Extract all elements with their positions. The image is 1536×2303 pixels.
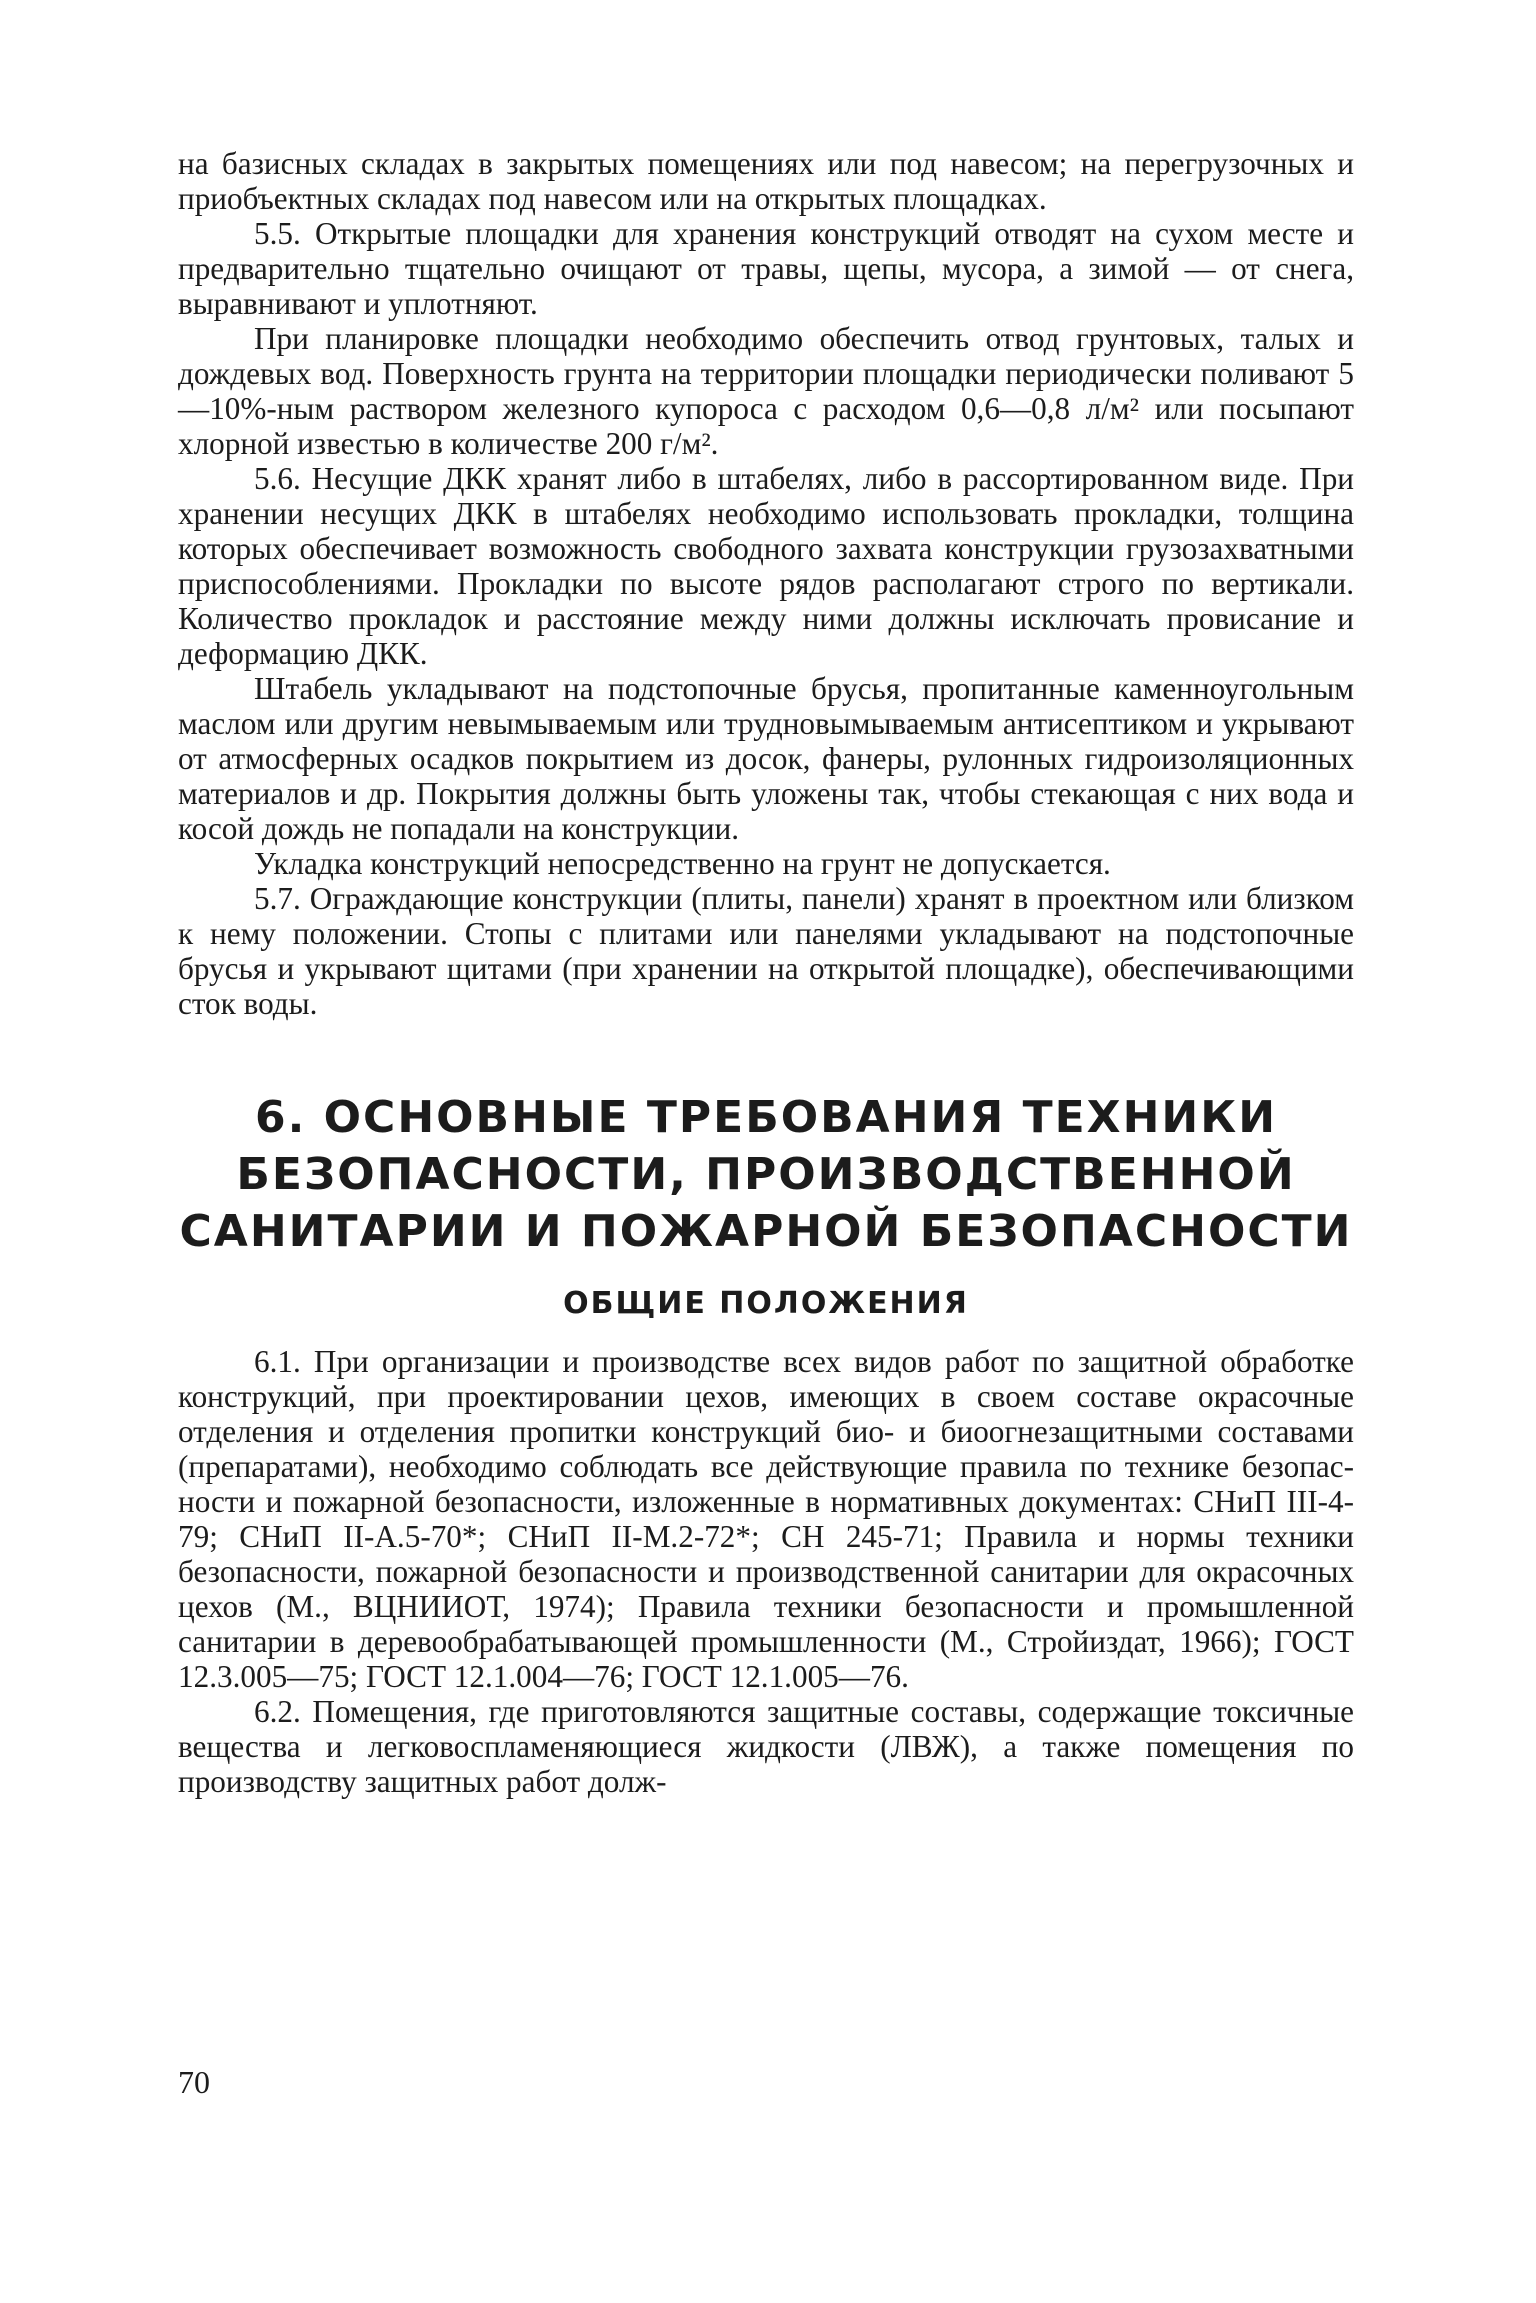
- paragraph-storage-locations: на базисных складах в закрытых помещениях или под навесом; на перегрузочных и приобъектных складах под навесом или на открытых площадках.: [178, 146, 1354, 216]
- paragraph-5-7-enclosing: 5.7. Ограждающие конструкции (плиты, панели) хранят в проектном или близком к нему положении. Стопы с плитами или панелями укладывают на подстопочные брусья и укрывают щитами (при хранении на открытой площадке), обеспечивающими сток воды.: [178, 881, 1354, 1021]
- section-title-line-3: САНИТАРИИ И ПОЖАРНОЙ БЕЗОПАСНОСТИ: [179, 1206, 1353, 1257]
- document-page: [178, 146, 1354, 1799]
- paragraph-5-5-open-sites: 5.5. Открытые площадки для хранения конструкций отводят на сухом месте и предварительно тщательно очищают от травы, щепы, мусора, а зимой — от снега, выравнивают и уплотняют.: [178, 216, 1354, 321]
- paragraph-site-drainage: При планировке площадки необходимо обеспечить отвод грунтовых, талых и дождевых вод. Поверхность грунта на территории площадки периодически поливают 5—10%-ным раствором железного купороса с расходом 0,6—0,8 л/м² или посыпают хлорной известью в количестве 200 г/м².: [178, 321, 1354, 461]
- section-title-line-1: 6. ОСНОВНЫЕ ТРЕБОВАНИЯ ТЕХНИКИ: [254, 1092, 1278, 1143]
- paragraph-6-1-organization: 6.1. При организации и производстве всех видов работ по защитной обработке конструкций, при проектировании цехов, имеющих в своем составе окрасочные отделения и отделения пропитки конструкций био- и биоогнезащитными составами (препаратами), необходимо соблюдать все действующие правила по технике безопасности и пожарной безопасности, изложенные в нормативных документах: СНиП III-4-79; СНиП II-А.5-70*; СНиП II-М.2-72*; СН 245-71; Правила и нормы техники безопасности, пожарной безопасности и производственной санитарии для окрасочных цехов (М., ВЦНИИОТ, 1974); Правила техники безопасности и промышленной санитарии в деревообрабатывающей промышленности (М., Стройиздат, 1966); ГОСТ 12.3.005—75; ГОСТ 12.1.004—76; ГОСТ 12.1.005—76.: [178, 1344, 1354, 1694]
- section-subtitle: ОБЩИЕ ПОЛОЖЕНИЯ: [563, 1286, 969, 1321]
- paragraph-stack-supports: Штабель укладывают на подстопочные брусья, пропитанные каменноугольным маслом или другим невымываемым или трудновымываемым антисептиком и укрывают от атмосферных осадков покрытием из досок, фанеры, рулонных гидроизоляционных материалов и др. Покрытия должны быть уложены так, чтобы стекающая с них вода и косой дождь не попадали на конструкции.: [178, 671, 1354, 846]
- paragraph-6-2-premises: 6.2. Помещения, где приготовляются защитные составы, содержащие токсичные вещества и легковоспламеняющиеся жидкости (ЛВЖ), а также помещения по производству защитных работ долж-: [178, 1694, 1354, 1799]
- section-title-line-2: БЕЗОПАСНОСТИ, ПРОИЗВОДСТВЕННОЙ: [236, 1149, 1296, 1200]
- section-title: [178, 1089, 1354, 1260]
- paragraph-5-6-load-bearing: 5.6. Несущие ДКК хранят либо в штабелях, либо в рассортированном виде. При хранении несущих ДКК в штабелях необходимо использовать прокладки, толщина которых обеспечивает возможность свободного захвата конструкции грузозахватными приспособлениями. Прокладки по высоте рядов располагают строго по вертикали. Количество прокладок и расстояние между ними должны исключать провисание и деформацию ДКК.: [178, 461, 1354, 671]
- page-number: 70: [178, 2064, 210, 2100]
- paragraph-no-ground-laying: Укладка конструкций непосредственно на грунт не допускается.: [254, 846, 1111, 881]
